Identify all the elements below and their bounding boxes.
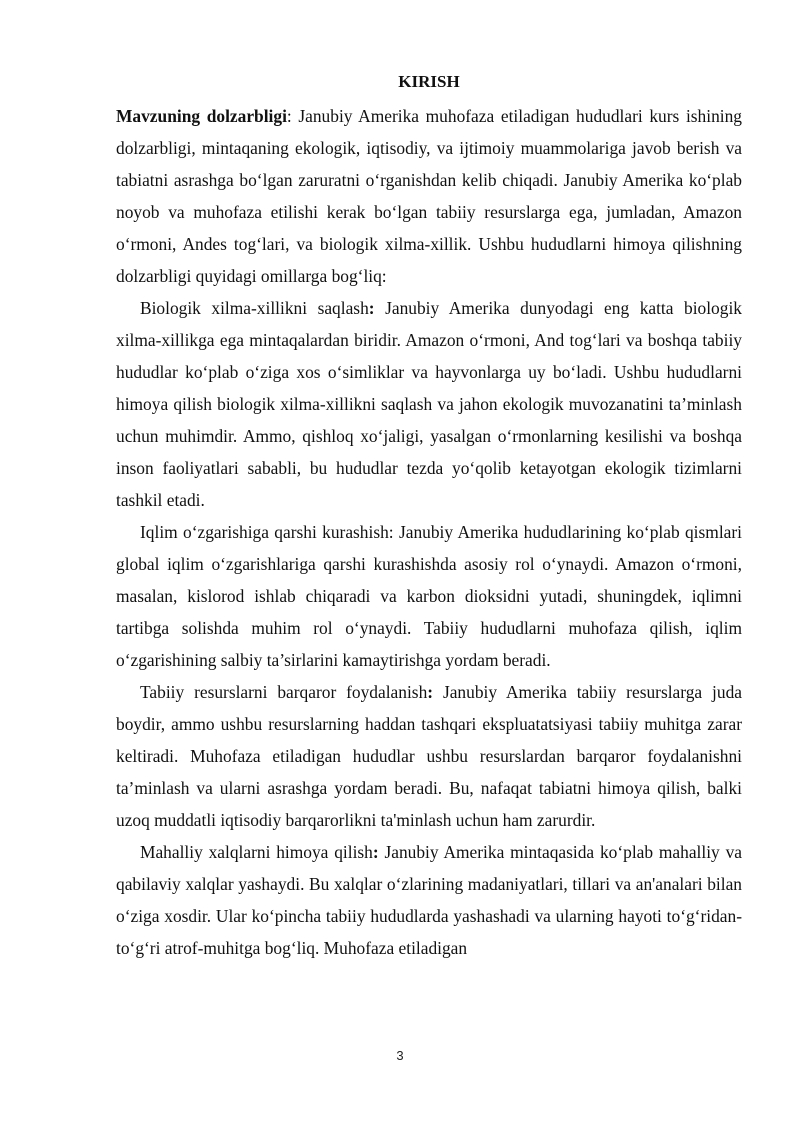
paragraph-indigenous — [116, 836, 742, 964]
page-number: 3 — [396, 1048, 404, 1063]
paragraph-colon: : — [368, 298, 375, 318]
paragraph-text: Janubiy Amerika dunyodagi eng katta biologik xilma-xillikga ega mintaqalardan biridir. Amazon o‘rmoni, And tog‘lari va boshqa tabiiy hududlar ko‘plab o‘ziga xos o‘simliklar va hayvonlarga uy bo‘ladi. Ushbu hududlarni himoya qilish biologik xilma-xillikni saqlash va jahon ekologik muvozanatini ta’minlash uchun muhimdir. Ammo, qishloq xo‘jaligi, yasalgan o‘rmonlarning kesilishi va boshqa inson faoliyatlari sababli, bu hududlar tezda yo‘qolib ketayotgan ekologik tizimlarni tashkil etadi. — [116, 298, 742, 510]
paragraph-lead: Mahalliy xalqlarni himoya qilish — [140, 842, 373, 862]
paragraph-lead: Biologik xilma-xillikni saqlash — [140, 298, 369, 318]
paragraph-text: Janubiy Amerika tabiiy resurslarga juda boydir, ammo ushbu resurslarning haddan tashqari ekspluatatsiyasi tabiiy muhitga zarar keltiradi. Muhofaza etiladigan hududlar ushbu resurslardan barqaror foydalanishni ta’minlash va ularni asrashga yordam beradi. Bu, nafaqat tabiatni himoya qilish, balki uzoq muddatli iqtisodiy barqarorlikni ta'minlash uchun ham zarurdir. — [116, 682, 742, 830]
intro-lead: Mavzuning dolzarbligi — [116, 106, 287, 126]
paragraph-text: Janubiy Amerika hududlarining ko‘plab qismlari global iqlim o‘zgarishlariga qarshi kurashishda asosiy rol o‘ynaydi. Amazon o‘rmoni, masalan, kislorod ishlab chiqaradi va karbon dioksidni yutadi, shuningdek, iqlimni tartibga solishda muhim rol o‘ynaydi. Tabiiy hududlarni muhofaza qilish, iqlim o‘zgarishining salbiy ta’sirlarini kamaytirishga yordam beradi. — [116, 522, 742, 670]
paragraph-lead: Tabiiy resurslarni barqaror foydalanish — [140, 682, 428, 702]
paragraph-climate — [116, 516, 742, 676]
page-title: KIRISH — [398, 72, 460, 91]
paragraph-resources — [116, 676, 742, 836]
paragraph-biodiversity — [116, 292, 742, 516]
intro-text: : Janubiy Amerika muhofaza etiladigan hududlari kurs ishining dolzarbligi, mintaqaning ekologik, iqtisodiy, va ijtimoiy muammolariga javob berish va tabiatni asrashga bo‘lgan zaruratni o‘rganishdan kelib chiqadi. Janubiy Amerika ko‘plab noyob va muhofaza etilishi kerak bo‘lgan tabiiy resurslarga ega, jumladan, Amazon o‘rmoni, Andes tog‘lari, va biologik xilma-xillik. Ushbu hududlarni himoya qilishning dolzarbligi quyidagi omillarga bog‘liq: — [116, 106, 742, 286]
paragraph-colon: : — [372, 842, 379, 862]
paragraph-colon: : — [388, 522, 394, 542]
intro-paragraph — [116, 100, 742, 292]
paragraph-lead: Iqlim o‘zgarishiga qarshi kurashish — [140, 522, 389, 542]
paragraph-colon: : — [427, 682, 434, 702]
paragraph-text: Janubiy Amerika mintaqasida ko‘plab mahalliy va qabilaviy xalqlar yashaydi. Bu xalqlar o‘zlarining madaniyatlari, tillari va an'analari bilan o‘ziga xosdir. Ular ko‘pincha tabiiy hududlarda yashashadi va ularning hayoti to‘g‘ridan-to‘g‘ri atrof-muhitga bog‘liq. Muhofaza etiladigan — [116, 842, 742, 958]
page-content — [116, 70, 742, 964]
